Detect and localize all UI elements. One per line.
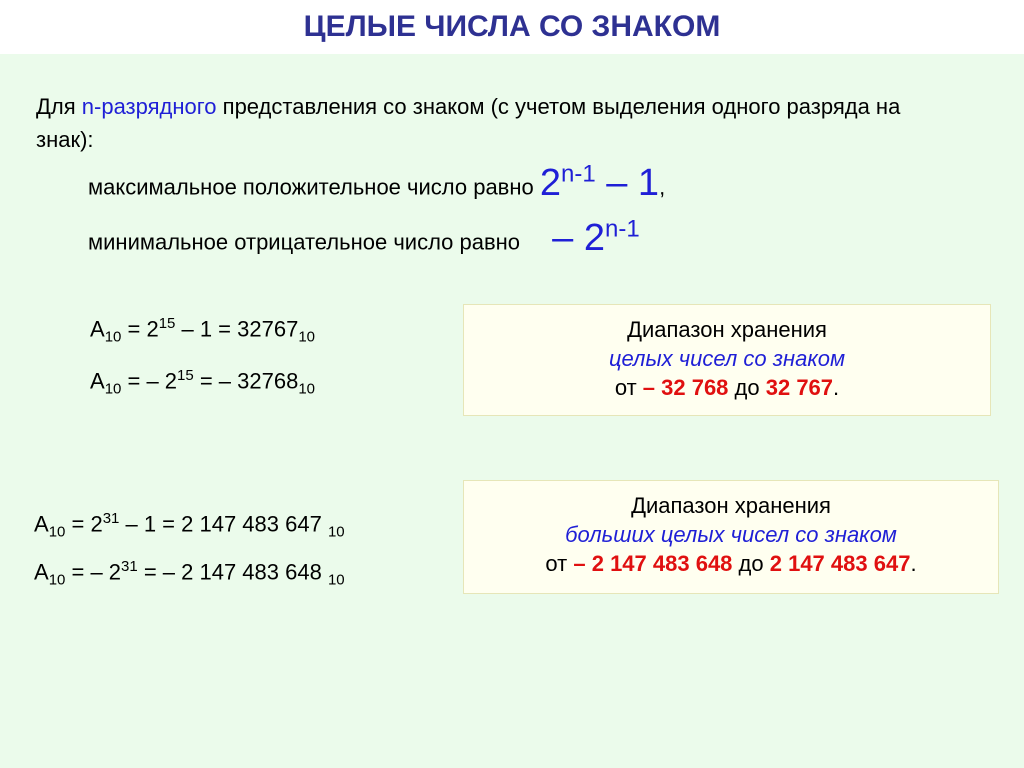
max-formula-base: 2 <box>539 161 561 204</box>
calc16-min-var: A <box>90 368 105 394</box>
calc16-max-p2: – 1 = 32767 <box>175 316 299 342</box>
calc32-min-var: A <box>34 559 49 585</box>
calc32-max <box>34 510 345 541</box>
calc16-min-p2: = – 32768 <box>193 368 299 394</box>
range16-box <box>463 304 991 416</box>
max-formula-tail: – 1 <box>595 161 660 204</box>
calc16-max-var-sub: 10 <box>104 328 122 346</box>
intro-highlight: n-разрядного <box>81 94 217 119</box>
range16-max: 32 767 <box>765 375 834 400</box>
range32-to: до <box>738 551 770 576</box>
calc16-max-var: A <box>90 316 105 342</box>
min-formula <box>552 217 640 259</box>
range16-min: – 32 768 <box>642 375 729 400</box>
intro-prefix: Для <box>36 94 82 119</box>
calc32-min-p1: = – 2 <box>65 559 122 585</box>
intro-rest: представления со знаком (с учетом выделения одного разряда на знак): <box>36 94 901 152</box>
range32-subtitle: больших целых чисел со знаком <box>565 522 897 547</box>
max-formula <box>540 162 659 204</box>
min-formula-exp: n-1 <box>605 215 640 242</box>
range32-dot: . <box>910 551 917 576</box>
calc32-min-res-sub: 10 <box>327 571 345 589</box>
calc32-max-var: A <box>34 511 49 537</box>
range16-dot: . <box>833 375 840 400</box>
calc16-min <box>90 367 315 398</box>
range16-subtitle: целых чисел со знаком <box>608 346 846 371</box>
calc32-max-res-sub: 10 <box>327 523 345 541</box>
range16-values <box>464 373 990 402</box>
range32-max: 2 147 483 647 <box>769 551 911 576</box>
calc16-max <box>90 315 315 346</box>
calc16-min-res-sub: 10 <box>298 380 316 398</box>
range32-title: Диапазон хранения <box>631 493 831 518</box>
range32-box <box>463 480 999 594</box>
calc16-min-var-sub: 10 <box>104 380 122 398</box>
calc32-max-var-sub: 10 <box>48 523 66 541</box>
calc16-max-exp: 15 <box>158 315 176 332</box>
range32-values <box>464 549 998 578</box>
calc32-min-exp: 31 <box>121 558 138 575</box>
range16-to: до <box>734 375 766 400</box>
min-line-text: минимальное отрицательное число равно <box>88 229 521 255</box>
max-positive-line <box>88 160 665 205</box>
calc16-max-res-sub: 10 <box>298 328 316 346</box>
range16-from: от <box>614 375 643 400</box>
calc32-max-p2: – 1 = 2 147 483 647 <box>119 511 328 537</box>
calc16-min-p1: = – 2 <box>121 368 178 394</box>
calc16-max-p1: = 2 <box>121 316 159 342</box>
max-formula-exp: n-1 <box>561 160 596 187</box>
calc32-max-exp: 31 <box>102 510 120 527</box>
calc16-min-exp: 15 <box>177 367 194 384</box>
intro-paragraph <box>36 90 936 156</box>
max-line-text: максимальное положительное число равно <box>88 174 540 200</box>
calc32-min-p2: = – 2 147 483 648 <box>137 559 328 585</box>
min-negative-line <box>88 215 640 260</box>
max-line-comma: , <box>659 174 666 200</box>
range32-from: от <box>545 551 574 576</box>
calc32-min-var-sub: 10 <box>48 571 66 589</box>
calc32-max-p1: = 2 <box>65 511 103 537</box>
min-formula-base: – 2 <box>552 216 605 259</box>
slide-title: ЦЕЛЫЕ ЧИСЛА СО ЗНАКОМ <box>303 10 721 43</box>
range16-title: Диапазон хранения <box>627 317 827 342</box>
calc32-min <box>34 558 345 589</box>
range32-min: – 2 147 483 648 <box>573 551 733 576</box>
